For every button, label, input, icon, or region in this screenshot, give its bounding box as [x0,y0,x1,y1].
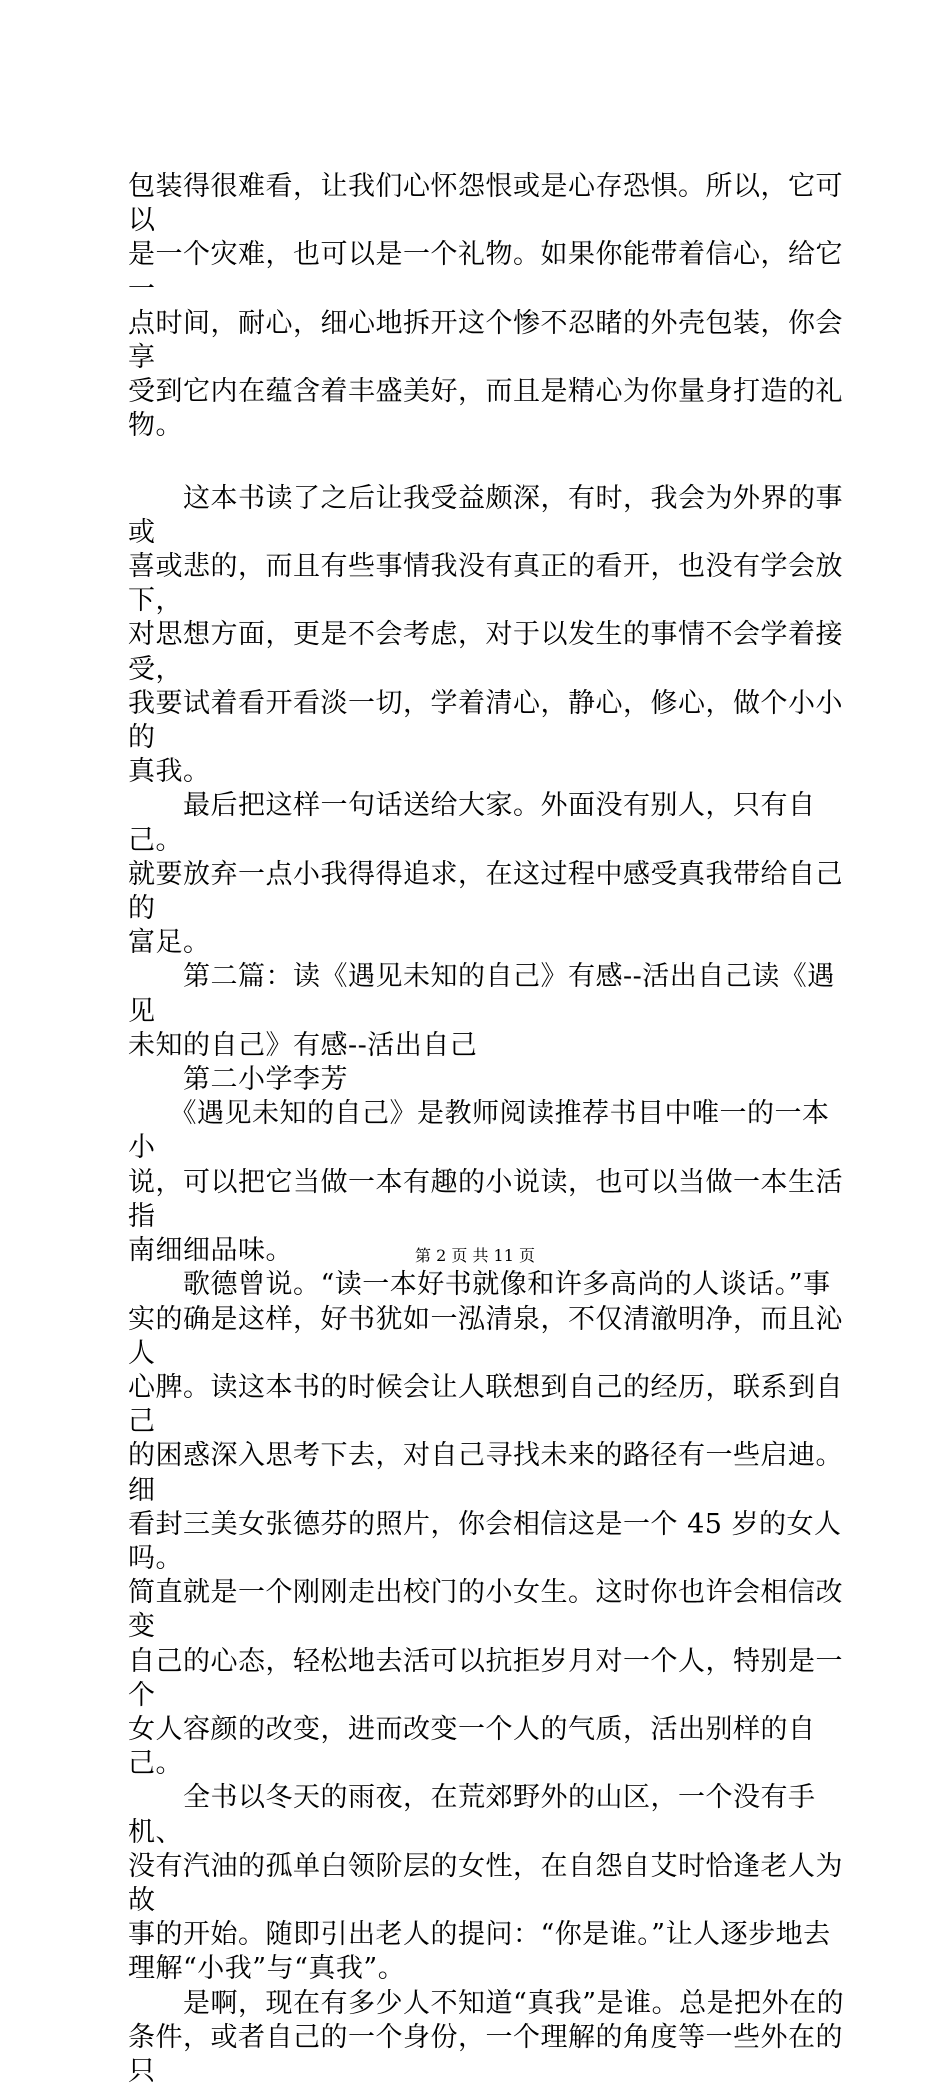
paragraph-4: 《遇见未知的自己》是教师阅读推荐书目中唯一的一本小 说，可以把它当做一本有趣的小说读，也可以当做一本生活指 南细细品味。 [128,1098,843,1267]
paragraph-7: 是啊，现在有多少人不知道“真我”是谁。总是把外在的 条件，或者自己的一个身份，一个理解的角度等一些外在的只 [128,1987,845,2087]
author-line: 第二小学李芳 [128,1064,348,1096]
paragraph-6: 全书以冬天的雨夜，在荒郊野外的山区，一个没有手机、 没有汽油的孤单白领阶层的女性，在自怨自艾时恰逢老人为故 事的开始。随即引出老人的提问：“你是谁。”让人逐步地去 理解“小我”与“真我”。 [128,1782,843,1985]
paragraph-3: 最后把这样一句话送给大家。外面没有别人，只有自己。 就要放弃一点小我得得追求，在这过程中感受真我带给自己的 富足。 [128,790,843,959]
page-footer: 第 2 页 共 11 页 [415,1246,535,1265]
paragraph-2: 这本书读了之后让我受益颇深，有时，我会为外界的事或 喜或悲的，而且有些事情我没有真正的看开，也没有学会放下， 对思想方面，更是不会考虑，对于以发生的事情不会学着接受， 我要试着看开看淡一切，学着清心，静心，修心，做个小小的 真我。 [128,482,843,788]
paragraph-1: 包装得很难看，让我们心怀怨恨或是心存恐惧。所以，它可以 是一个灾难，也可以是一个礼物。如果你能带着信心，给它一 点时间，耐心，细心地拆开这个惨不忍睹的外壳包装，你会享 受到它内在蕴含着丰盛美好，而且是精心为你量身打造的礼物。 [128,171,843,442]
document-body [128,170,848,2089]
paragraph-5: 歌德曾说。“读一本好书就像和许多高尚的人谈话。”事 实的确是这样，好书犹如一泓清泉，不仅清澈明净，而且沁人 心脾。读这本书的时候会让人联想到自己的经历，联系到自己 的困惑深入思考下去，对自己寻找未来的路径有一些启迪。细 看封三美女张德芬的照片，你会相信这是一个 45 岁的女人吗。 简直就是一个刚刚走出校门的小女生。这时你也许会相信改变 自己的心态，轻松地去活可以抗拒岁月对一个人，特别是一个 女人容颜的改变，进而改变一个人的气质，活出别样的自己。 [128,1269,843,1780]
section-heading: 第二篇：读《遇见未知的自己》有感--活出自己读《遇见 未知的自己》有感--活出自己 [128,961,835,1061]
